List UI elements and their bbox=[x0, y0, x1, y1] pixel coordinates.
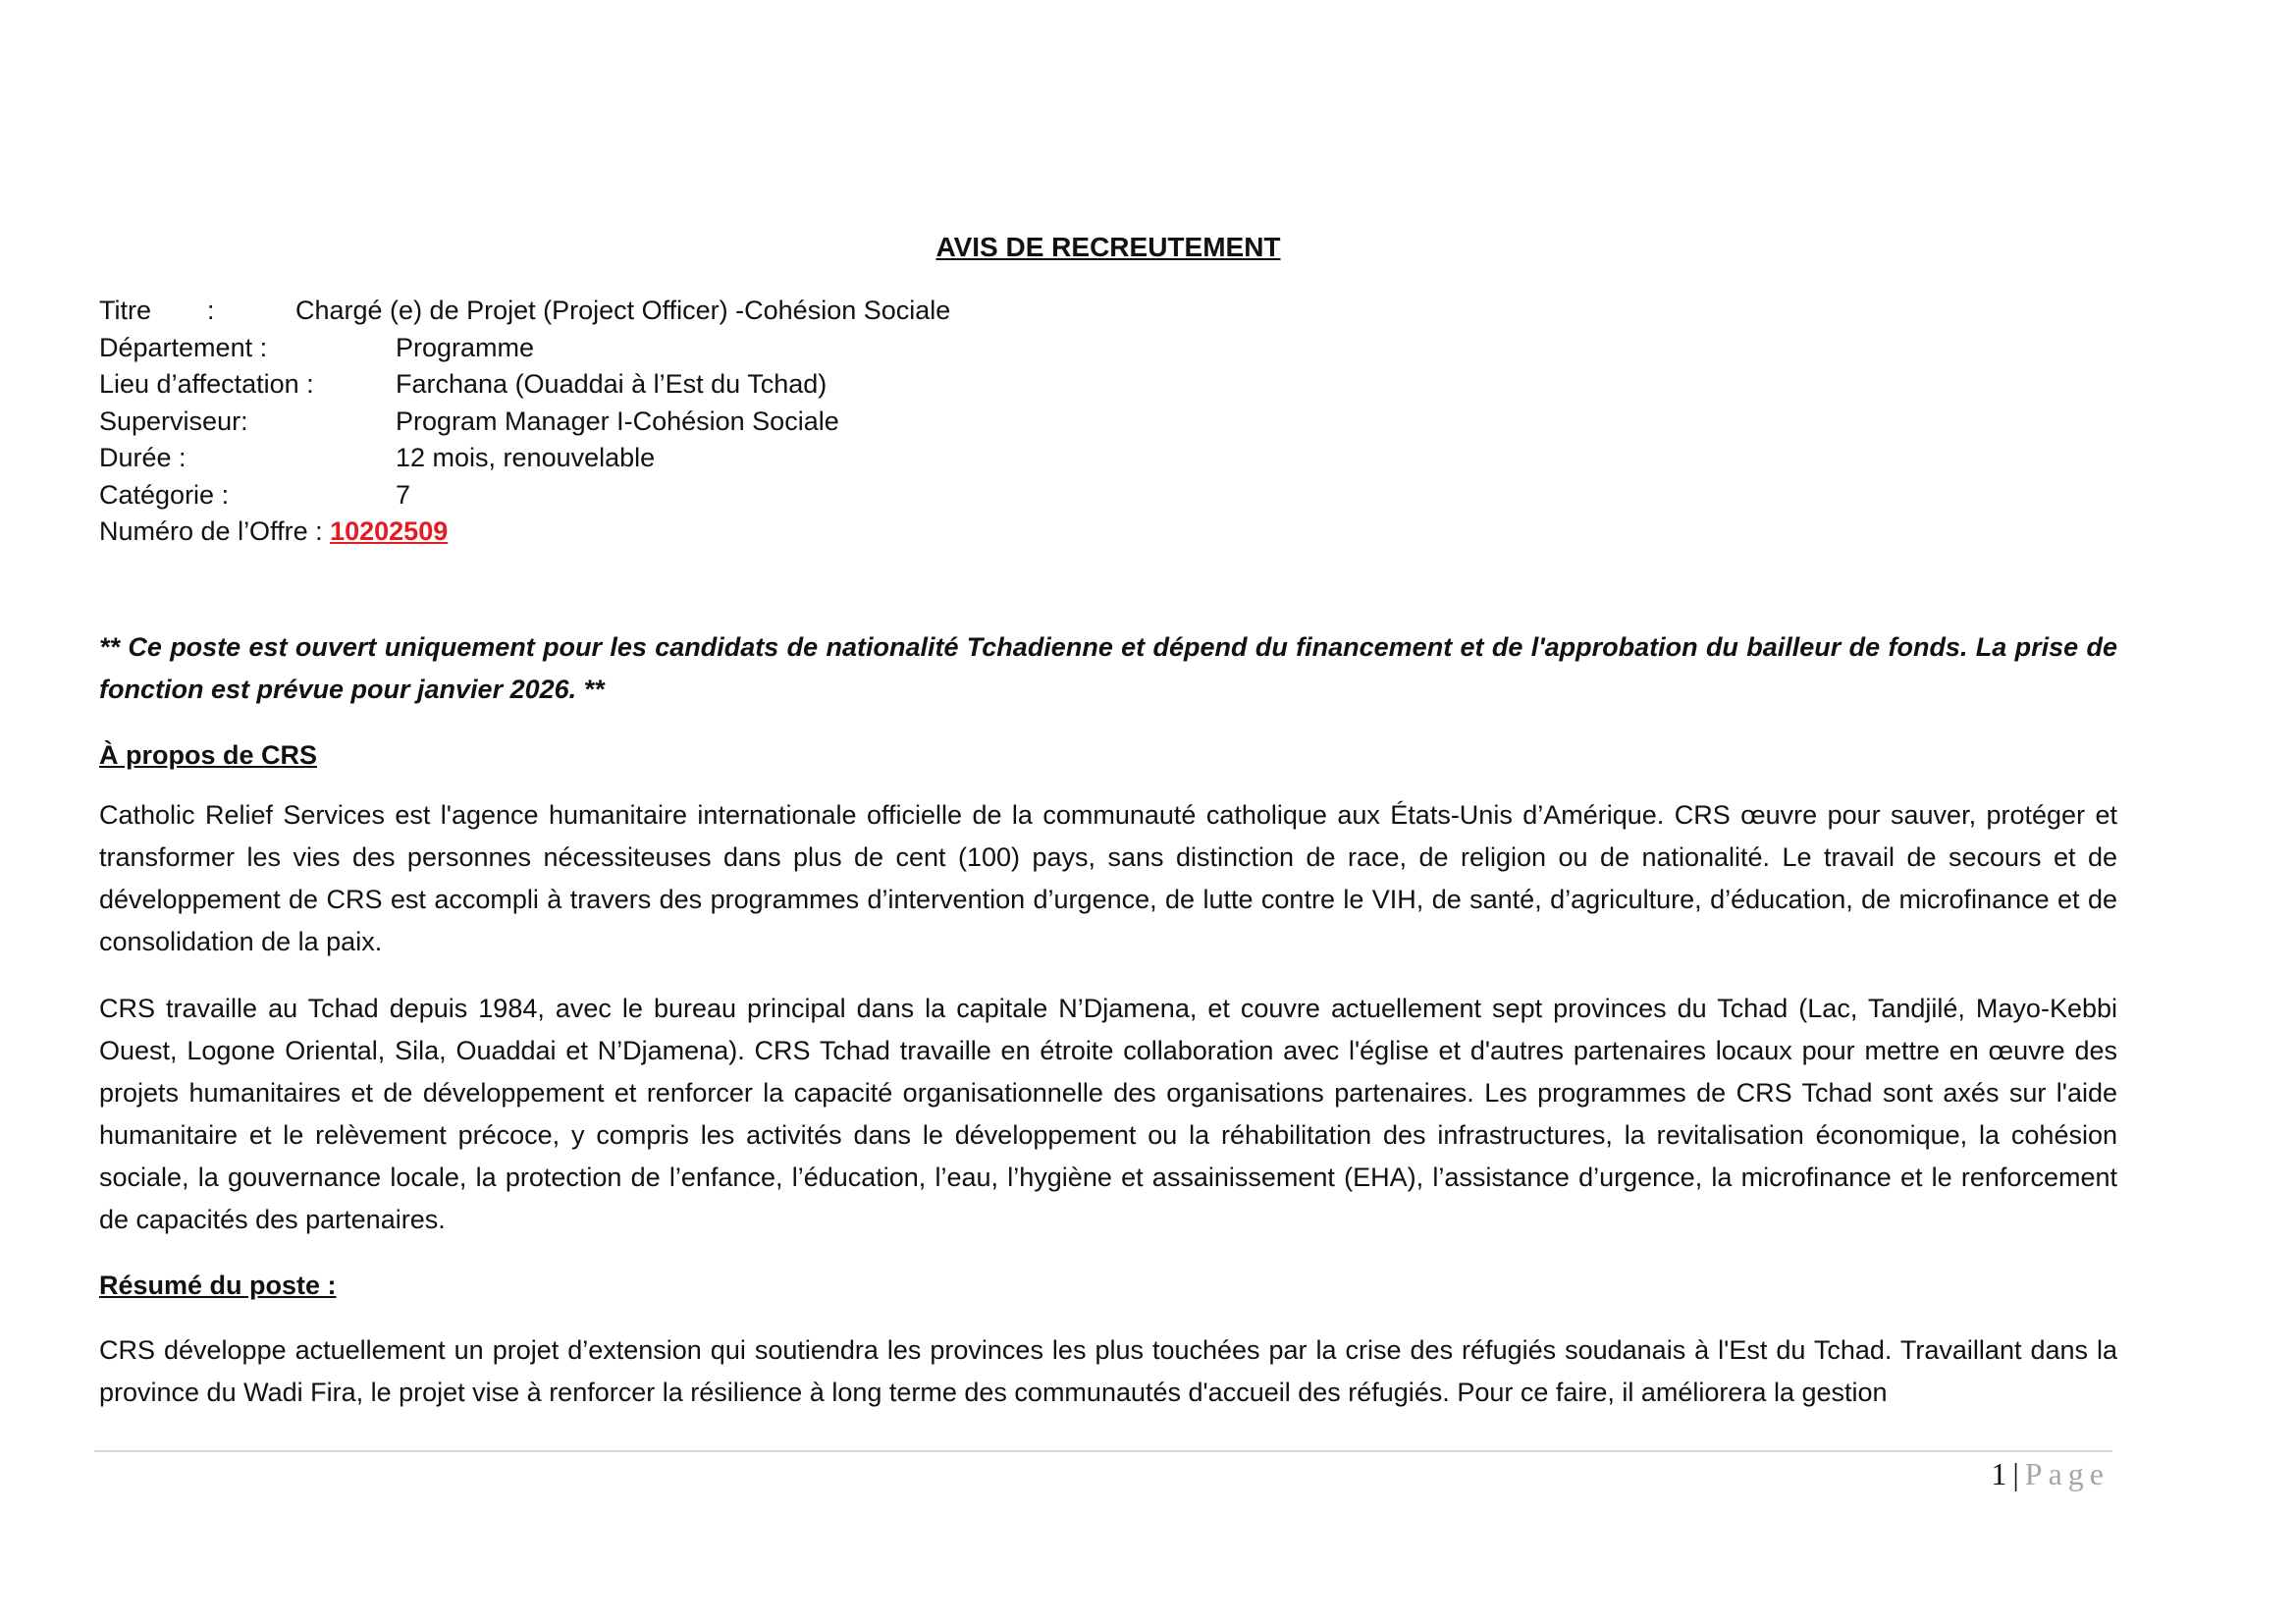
page-separator: | bbox=[2012, 1456, 2019, 1491]
summary-heading: Résumé du poste : bbox=[99, 1270, 337, 1300]
field-label: Titre bbox=[99, 296, 151, 325]
field-value: Program Manager I-Cohésion Sociale bbox=[396, 406, 839, 436]
field-lieu bbox=[99, 366, 2117, 404]
field-label: Numéro de l’Offre : bbox=[99, 516, 331, 546]
field-departement bbox=[99, 330, 2117, 367]
field-label: Département : bbox=[99, 332, 268, 362]
document-content bbox=[99, 228, 2117, 1414]
field-offre bbox=[99, 514, 2117, 551]
page-footer bbox=[1991, 1456, 2109, 1492]
offer-number-link[interactable]: 10202509 bbox=[330, 516, 449, 546]
field-label: Lieu d’affectation : bbox=[99, 369, 314, 399]
field-categorie bbox=[99, 477, 2117, 514]
page-word: Page bbox=[2024, 1456, 2109, 1491]
field-titre bbox=[99, 293, 2117, 330]
about-paragraph: CRS travaille au Tchad depuis 1984, avec le bureau principal dans la capitale N’Djamena, et couvre actuellement sept provinces du Tchad (Lac, Tandjilé, Mayo-Kebbi Ouest, Logone Oriental, Sila, Ouaddai et N’Djamena). CRS Tchad travaille en étroite collaboration avec l'église et d'autres partenaires locaux pour mettre en œuvre des projets humanitaires et de développement et renforcer la capacité organisationnelle des organisations partenaires. Les programmes de CRS Tchad sont axés sur l'aide humanitaire et le relèvement précoce, y compris les activités dans le développement ou la réhabilitation des infrastructures, la revitalisation économique, la cohésion sociale, la gouvernance locale, la protection de l’enfance, l’éducation, l’eau, l’hygiène et assainissement (EHA), l’assistance d’urgence, la microfinance et le renforcement de capacités des partenaires. bbox=[99, 993, 2117, 1234]
field-value: 7 bbox=[396, 479, 411, 510]
footer-divider bbox=[94, 1450, 2112, 1452]
page-number: 1 bbox=[1991, 1456, 2007, 1491]
field-value: Chargé (e) de Projet (Project Officer) -Cohésion Sociale bbox=[295, 296, 951, 325]
field-superviseur bbox=[99, 404, 2117, 441]
summary-paragraph: CRS développe actuellement un projet d’extension qui soutiendra les provinces les plus touchées par la crise des réfugiés soudanais à l'Est du Tchad. Travaillant dans la province du Wadi Fira, le projet vise à renforcer la résilience à long terme des communautés d'accueil des réfugiés. Pour ce faire, il améliorera la gestion bbox=[99, 1334, 2117, 1407]
job-fields bbox=[99, 293, 2117, 551]
field-value: Farchana (Ouaddai à l’Est du Tchad) bbox=[396, 369, 828, 399]
field-label: Superviseur: bbox=[99, 406, 248, 436]
field-colon: : bbox=[207, 296, 215, 325]
field-label: Durée : bbox=[99, 443, 187, 472]
field-value: 12 mois, renouvelable bbox=[396, 443, 656, 472]
field-value: Programme bbox=[396, 332, 535, 362]
eligibility-notice: ** Ce poste est ouvert uniquement pour les candidats de nationalité Tchadienne et dépend du financement et de l'approbation du bailleur de fonds. La prise de fonction est prévue pour janvier 2026. ** bbox=[99, 631, 2117, 704]
field-label: Catégorie : bbox=[99, 479, 230, 510]
about-heading: À propos de CRS bbox=[99, 739, 318, 770]
about-paragraph: Catholic Relief Services est l'agence humanitaire internationale officielle de la communauté catholique aux États-Unis d’Amérique. CRS œuvre pour sauver, protéger et transformer les vies des personnes nécessiteuses dans plus de cent (100) pays, sans distinction de race, de religion ou de nationalité. Le travail de secours et de développement de CRS est accompli à travers des programmes d’intervention d’urgence, de lutte contre le VIH, de santé, d’agriculture, d’éducation, de microfinance et de consolidation de la paix. bbox=[99, 799, 2117, 956]
field-duree bbox=[99, 440, 2117, 477]
document-title: AVIS DE RECREUTEMENT bbox=[935, 232, 1281, 262]
